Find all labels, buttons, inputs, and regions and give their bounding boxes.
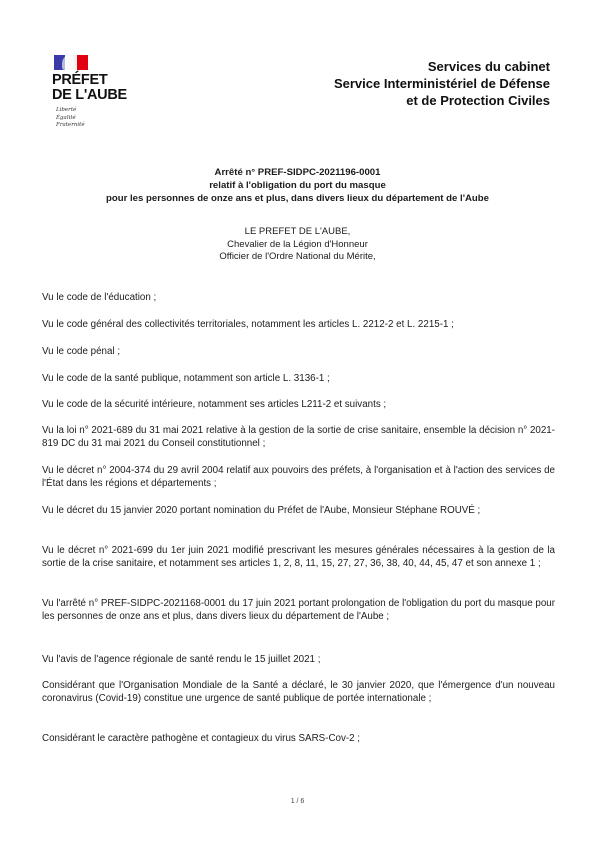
decree-subject: relatif à l'obligation du port du masque (209, 180, 386, 191)
prefet-titles (0, 226, 595, 264)
logo-title-line2: DE L'AUBE (52, 87, 127, 103)
clause-avis-ars: Vu l'avis de l'agence régionale de santé rendu le 15 juillet 2021 ; (42, 654, 321, 665)
clause-decret-2004: Vu le décret n° 2004-374 du 29 avril 2004 relatif aux pouvoirs des préfets, à l'organisation et à l'action des services de l'État dans les régions et départements ; (42, 465, 555, 489)
service-header-line3: et de Protection Civiles (406, 93, 550, 108)
republic-motto (56, 107, 85, 130)
prefet-honour-1: Chevalier de la Légion d'Honneur (227, 238, 368, 250)
clause-considerant-virus: Considérant le caractère pathogène et contagieux du virus SARS-Cov-2 ; (42, 733, 361, 744)
clause-code-education: Vu le code de l'éducation ; (42, 292, 157, 303)
logo-title-line1: PRÉFET (52, 72, 108, 88)
decree-number: Arrêté n° PREF-SIDPC-2021196-0001 (214, 167, 381, 178)
motto-fraternite: Fraternité (56, 122, 85, 128)
clause-decret-2021-699: Vu le décret n° 2021-699 du 1er juin 2021 modifié prescrivant les mesures générales nécessaires à la gestion de la sortie de la crise sanitaire, et notamment ses articles 1, 2, 8, 11, 15, 27, 27, 36, 38, 40, 44, 45, 47 et son annexe 1 ; (42, 545, 555, 569)
clause-considerant-oms: Considérant que l'Organisation Mondiale de la Santé a déclaré, le 30 janvier 2020, que l'émergence d'un nouveau coronavirus (Covid-19) constitue une urgence de santé publique de portée internationale ; (42, 680, 555, 704)
clause-code-penal: Vu le code pénal ; (42, 346, 121, 357)
clause-code-securite: Vu le code de la sécurité intérieure, notamment ses articles L211-2 et suivants ; (42, 399, 387, 410)
motto-liberte: Liberté (56, 107, 77, 113)
prefet-honour-2: Officier de l'Ordre National du Mérite, (219, 251, 376, 262)
prefecture-logo-title (52, 73, 127, 103)
service-header-line2: Service Interministériel de Défense (333, 76, 550, 91)
clause-arrete-prolongation: Vu l'arrêté n° PREF-SIDPC-2021168-0001 du 17 juin 2021 portant prolongation de l'obligation du port du masque pour les personnes de onze ans et plus, dans divers lieux du département de l'Aube ; (42, 598, 555, 622)
decree-scope: pour les personnes de onze ans et plus, dans divers lieux du département de l'Aube (106, 193, 489, 204)
prefet-name: LE PREFET DE L'AUBE, (244, 226, 351, 237)
motto-egalite: Égalité (56, 114, 76, 121)
clause-cgct: Vu le code général des collectivités territoriales, notamment les articles L. 2212-2 et L. 2215-1 ; (42, 319, 454, 330)
marianne-icon (62, 55, 74, 70)
service-header (334, 58, 550, 109)
service-header-line1: Services du cabinet (427, 59, 550, 74)
clause-decret-nomination: Vu le décret du 15 janvier 2020 portant nomination du Préfet de l'Aube, Monsieur Stéphane ROUVÉ ; (42, 505, 481, 516)
page-number: 1 / 6 (290, 798, 305, 805)
clause-loi-2021-689: Vu la loi n° 2021-689 du 31 mai 2021 relative à la gestion de la sortie de crise sanitaire, ensemble la décision n° 2021-819 DC du 31 mai 2021 du Conseil constitutionnel ; (42, 425, 555, 449)
decree-title (0, 166, 595, 205)
clause-code-sante: Vu le code de la santé publique, notamment son article L. 3136-1 ; (42, 373, 330, 384)
